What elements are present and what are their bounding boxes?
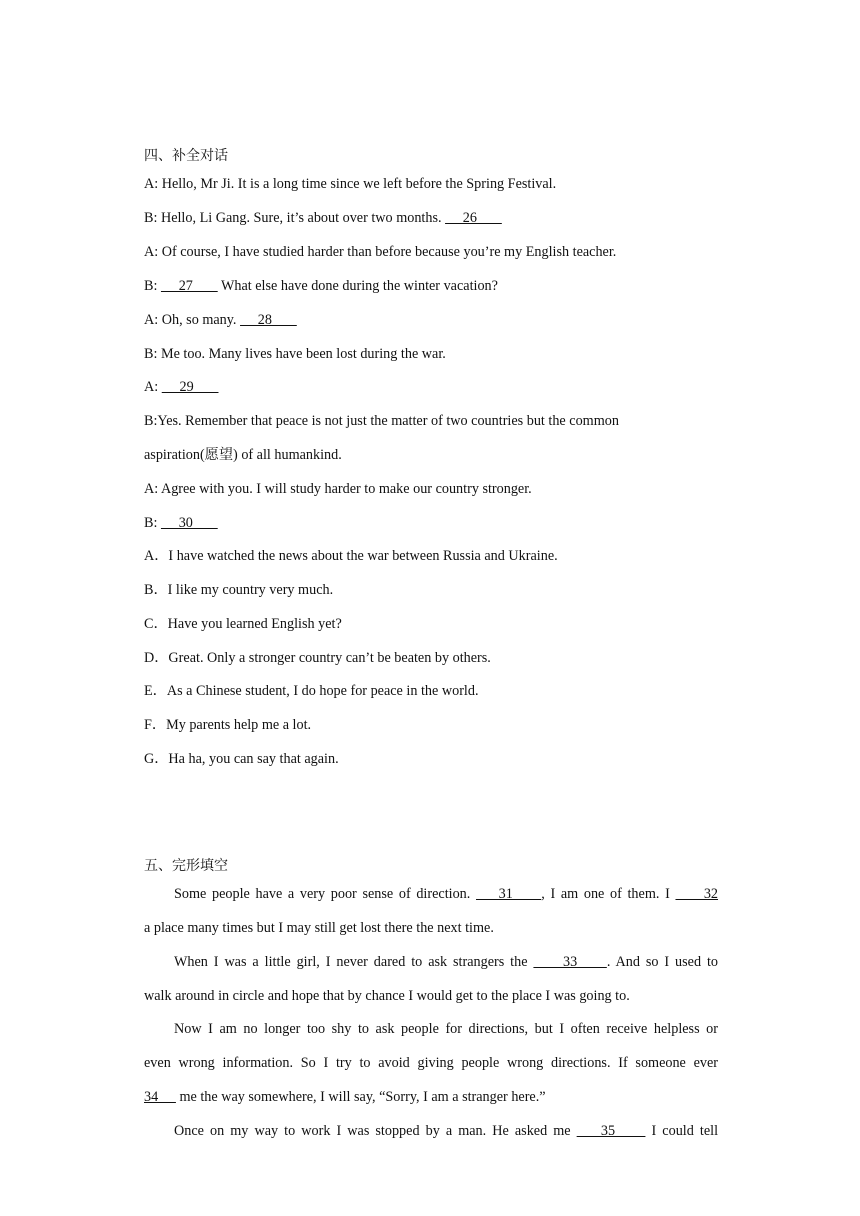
dialog-text: What else have done during the winter vacation? xyxy=(217,278,498,294)
answer-blank-34: 34 xyxy=(144,1089,176,1105)
option-item: E．As a Chinese student, I do hope for peace in the world. xyxy=(144,683,479,699)
dialog-text: B: xyxy=(144,278,161,294)
cloze-text: Some people have a very poor sense of direction. xyxy=(174,886,476,902)
option-item: F．My parents help me a lot. xyxy=(144,717,312,733)
dialog-text: B: xyxy=(144,515,161,531)
cloze-text: , I am one of them. I xyxy=(541,886,676,902)
cloze-text: When I was a little girl, I never dared to ask strangers the xyxy=(174,954,534,970)
cloze-line xyxy=(144,1087,718,1107)
option-item: D．Great. Only a stronger country can’t be beaten by others. xyxy=(144,650,491,666)
answer-blank-29: 29 xyxy=(161,379,219,395)
option-item: C．Have you learned English yet? xyxy=(144,616,342,632)
answer-blank-35: 35 xyxy=(576,1123,646,1139)
section-heading-dialog: 四、补全对话 xyxy=(144,148,228,164)
answer-blank-31: 31 xyxy=(476,886,542,902)
dialog-line xyxy=(144,513,718,533)
cloze-text: me the way somewhere, I will say, “Sorry, I am a stranger here.” xyxy=(175,1089,546,1105)
dialog-line: B:Yes. Remember that peace is not just the matter of two countries but the common xyxy=(144,413,619,429)
cloze-line xyxy=(144,1121,718,1141)
cloze-line: walk around in circle and hope that by chance I would get to the place I was going to. xyxy=(144,988,630,1004)
answer-blank-30: 30 xyxy=(160,515,218,531)
dialog-text: A: xyxy=(144,379,162,395)
cloze-line xyxy=(144,884,718,904)
answer-blank-32: 32 xyxy=(675,886,719,902)
dialog-text: A: Oh, so many. xyxy=(144,312,241,328)
dialog-line: B: Me too. Many lives have been lost during the war. xyxy=(144,346,446,362)
cloze-text: . And so I used to xyxy=(606,954,719,970)
cloze-line: Now I am no longer too shy to ask people for directions, but I often receive helpless or xyxy=(174,1021,718,1037)
cloze-text: Once on my way to work I was stopped by a man. He asked me xyxy=(174,1123,577,1139)
cloze-line: even wrong information. So I try to avoid giving people wrong directions. If someone ever xyxy=(144,1055,718,1071)
dialog-text: B: Hello, Li Gang. Sure, it’s about over two months. xyxy=(144,210,446,226)
dialog-line xyxy=(144,276,718,296)
option-item: G．Ha ha, you can say that again. xyxy=(144,751,339,767)
cloze-line xyxy=(144,952,718,972)
option-item: A．I have watched the news about the war between Russia and Ukraine. xyxy=(144,548,558,564)
dialog-line xyxy=(144,208,718,228)
answer-blank-27: 27 xyxy=(160,278,218,294)
dialog-line: A: Hello, Mr Ji. It is a long time since we left before the Spring Festival. xyxy=(144,176,557,192)
section-heading-cloze: 五、完形填空 xyxy=(144,858,228,874)
option-item: B．I like my country very much. xyxy=(144,582,334,598)
cloze-line: a place many times but I may still get lost there the next time. xyxy=(144,920,494,936)
dialog-line xyxy=(144,377,718,397)
dialog-line: A: Of course, I have studied harder than before because you’re my English teacher. xyxy=(144,244,617,260)
answer-blank-28: 28 xyxy=(240,312,297,328)
cloze-text: I could tell xyxy=(651,1123,719,1139)
dialog-line: A: Agree with you. I will study harder to make our country stronger. xyxy=(144,481,532,497)
dialog-line: aspiration(愿望) of all humankind. xyxy=(144,447,342,463)
answer-blank-26: 26 xyxy=(445,210,502,226)
dialog-line xyxy=(144,310,718,330)
answer-blank-33: 33 xyxy=(533,954,607,970)
